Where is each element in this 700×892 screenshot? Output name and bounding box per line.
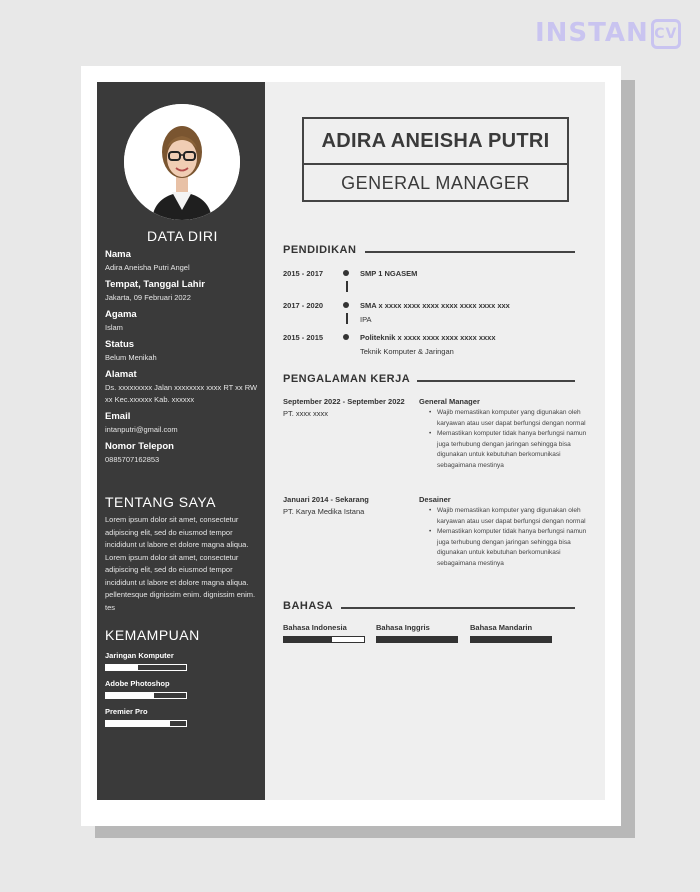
job-duty: • Wajib memastikan komputer yang digunakan oleh karyawan atau user dapat berfungsi dengan normal: [429, 408, 597, 429]
data-diri-heading: DATA DIRI: [147, 228, 218, 244]
cv-logo-icon: CV: [651, 19, 681, 49]
kemampuan-section: [105, 627, 260, 727]
field-value: Jakarta, 09 Februari 2022: [105, 293, 191, 302]
job-date: September 2022 - September 2022: [283, 397, 405, 406]
main-content: [265, 82, 605, 800]
job-company: PT. Karya Medika Istana: [283, 507, 365, 516]
field-label: Tempat, Tanggal Lahir: [105, 279, 205, 290]
skill-bar: [105, 692, 187, 699]
skill-bar: [105, 664, 187, 671]
kemampuan-heading: KEMAMPUAN: [105, 627, 200, 643]
education-item: [283, 269, 593, 293]
tentang-text: Lorem ipsum dolor sit amet, consectetur adipiscing elit, sed do eiusmod tempor incididunt ut labore et dolore magna aliqua. Lorem ipsum dolor sit amet, consectetur adipiscing elit, sed do eiusmod tempor incididunt ut labore et dolore magna aliqua. pellentesque dignissim enim. dignissim enim. tes: [105, 515, 256, 612]
job-duties: [429, 408, 597, 471]
timeline-dot-icon: [343, 270, 349, 276]
field-label: Alamat: [105, 369, 137, 380]
tentang-section: [105, 494, 260, 614]
divider: [341, 607, 575, 609]
skill-name: Adobe Photoshop: [105, 679, 170, 688]
education-school: Politeknik x xxxx xxxx xxxx xxxx xxxx: [360, 333, 496, 342]
field-value: intanputri@gmail.com: [105, 425, 178, 434]
timeline-dot-icon: [343, 302, 349, 308]
skill-name: Premier Pro: [105, 707, 148, 716]
field-label: Nama: [105, 249, 131, 260]
job-duties: [429, 506, 597, 569]
skill-item: [105, 651, 260, 671]
education-years: 2017 - 2020: [283, 301, 324, 310]
field-value: 0885707162853: [105, 455, 160, 464]
language-bar: [376, 636, 458, 643]
job-company: PT. xxxx xxxx: [283, 409, 329, 418]
field-label: Email: [105, 411, 131, 422]
skills-list: [105, 651, 260, 727]
field-value: Belum Menikah: [105, 353, 157, 362]
language-item: [283, 623, 365, 643]
profile-title: GENERAL MANAGER: [341, 173, 530, 193]
language-bar-fill: [471, 637, 551, 642]
education-school: SMP 1 NGASEM: [360, 269, 418, 278]
data-diri-fields: [105, 249, 260, 466]
divider: [417, 380, 575, 382]
skill-bar-fill: [106, 721, 170, 726]
job-item: [283, 495, 593, 585]
language-bar: [470, 636, 552, 643]
job-date: Januari 2014 - Sekarang: [283, 495, 369, 504]
language-name: Bahasa Inggris: [376, 623, 430, 632]
name-box: [302, 117, 569, 202]
job-position: General Manager: [419, 397, 480, 406]
avatar-icon: [124, 104, 240, 220]
education-detail: IPA: [360, 315, 372, 324]
tentang-heading: TENTANG SAYA: [105, 494, 217, 510]
timeline-connector: [346, 281, 348, 292]
education-detail: Teknik Komputer & Jaringan: [360, 347, 454, 356]
education-item: [283, 333, 593, 357]
field-value: Adira Aneisha Putri Angel: [105, 263, 190, 272]
language-item: [470, 623, 552, 643]
language-name: Bahasa Indonesia: [283, 623, 347, 632]
timeline-dot-icon: [343, 334, 349, 340]
field-label: Nomor Telepon: [105, 441, 174, 452]
field-value: Islam: [105, 323, 123, 332]
skill-bar: [105, 720, 187, 727]
pengalaman-heading: PENGALAMAN KERJA: [283, 373, 410, 385]
job-duty: • Memastikan komputer tidak hanya berfungsi namun juga terhubung dengan jaringan sehingga bisa digunakan untuk kebutuhan berkomunikasi sebagaimana mestinya: [429, 527, 597, 569]
skill-bar-fill: [106, 693, 154, 698]
skill-bar-fill: [106, 665, 138, 670]
divider: [365, 251, 575, 253]
education-school: SMA x xxxx xxxx xxxx xxxx xxxx xxxx xxx: [360, 301, 510, 310]
bahasa-heading: BAHASA: [283, 600, 333, 612]
cv-sheet: [81, 66, 621, 826]
field-label: Status: [105, 339, 135, 350]
job-item: [283, 397, 593, 487]
pendidikan-heading: PENDIDIKAN: [283, 244, 356, 256]
field-label: Agama: [105, 309, 137, 320]
job-position: Desainer: [419, 495, 451, 504]
timeline-connector: [346, 313, 348, 324]
skill-item: [105, 679, 260, 699]
language-bar: [283, 636, 365, 643]
language-bar-fill: [284, 637, 332, 642]
language-name: Bahasa Mandarin: [470, 623, 533, 632]
skill-name: Jaringan Komputer: [105, 651, 174, 660]
field-value: Ds. xxxxxxxxx Jalan xxxxxxxx xxxx RT xx RW xx Kec.xxxxxx Kab. xxxxxx: [105, 383, 258, 404]
brand-logo: INSTAN CV: [535, 18, 681, 49]
education-years: 2015 - 2015: [283, 333, 324, 342]
profile-name: ADIRA ANEISHA PUTRI: [304, 119, 567, 165]
sidebar: [97, 82, 265, 800]
language-item: [376, 623, 458, 643]
language-bar-fill: [377, 637, 457, 642]
data-diri-section: [105, 228, 260, 466]
job-duty: • Wajib memastikan komputer yang digunakan oleh karyawan atau user dapat berfungsi dengan normal: [429, 506, 597, 527]
profile-photo: [124, 104, 240, 220]
education-item: [283, 301, 593, 325]
education-years: 2015 - 2017: [283, 269, 324, 278]
job-duty: • Memastikan komputer tidak hanya berfungsi namun juga terhubung dengan jaringan sehingga bisa digunakan untuk kebutuhan berkomunikasi sebagaimana mestinya: [429, 429, 597, 471]
cv-inner: [97, 82, 605, 800]
skill-item: [105, 707, 260, 727]
